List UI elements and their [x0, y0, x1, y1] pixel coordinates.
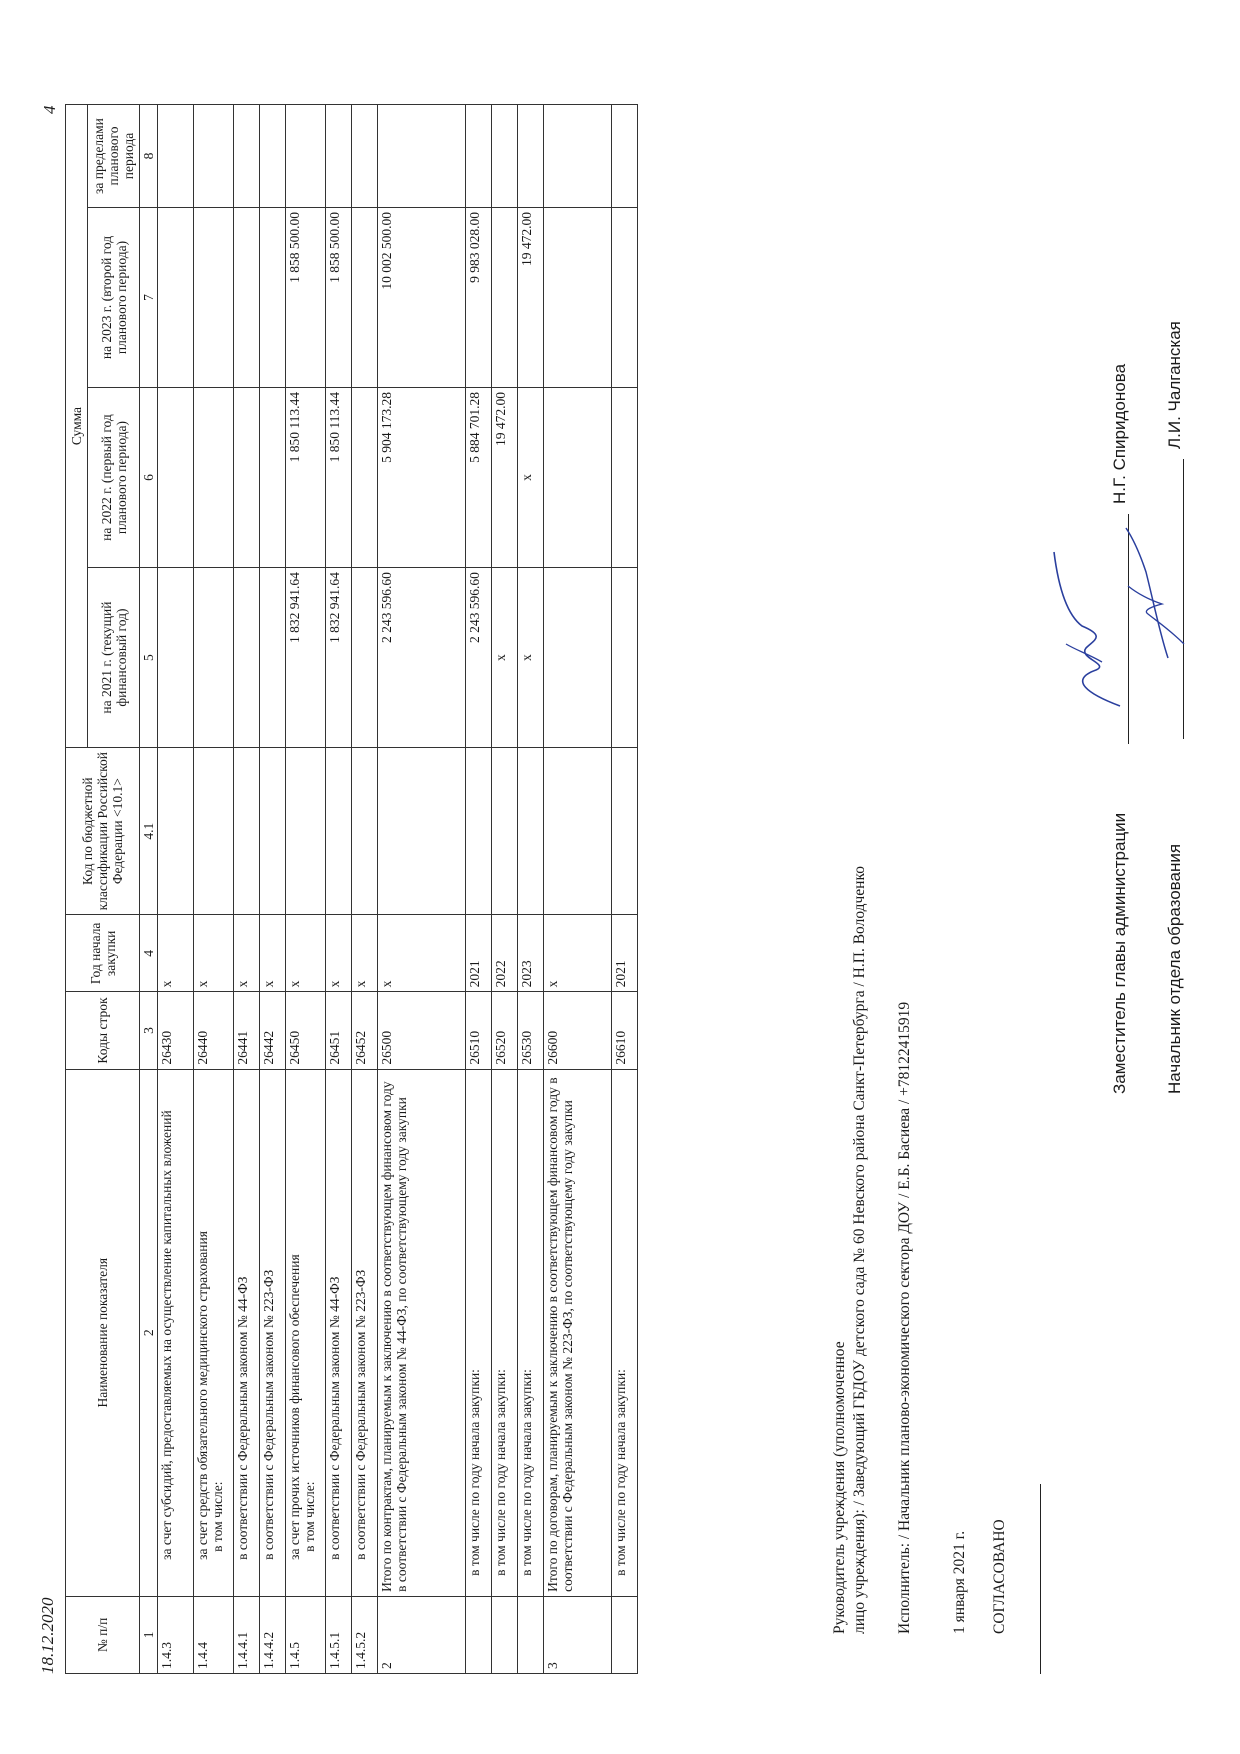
page-number: 4: [40, 105, 59, 114]
row-year: x: [352, 915, 378, 992]
row-kbk: [466, 748, 492, 915]
row-kbk: [260, 748, 286, 915]
colnum-cell: 8: [140, 105, 158, 208]
row-2023: [612, 208, 638, 388]
row-2022: [158, 388, 194, 568]
signatory-2-name: Л.И. Чалганская: [1165, 321, 1184, 449]
table-row: [612, 105, 638, 1674]
head-line-2: лицо учреждения): / Заведующий ГБДОУ детского сада № 60 Невского района Санкт-Петербурга / Н.П. Володченко: [851, 866, 868, 1634]
row-year: 2021: [466, 915, 492, 992]
row-2022: [234, 388, 260, 568]
row-name: за счет средств обязательного медицинского страхования: [195, 1231, 210, 1560]
row-2023: [194, 208, 234, 388]
row-year: x: [158, 915, 194, 992]
row-subtext: в том числе:: [302, 1481, 317, 1552]
row-year: x: [194, 915, 234, 992]
row-beyond: [194, 105, 234, 208]
row-beyond: [544, 105, 612, 208]
row-name: в соответствии с Федеральным законом № 44-ФЗ: [234, 1069, 260, 1596]
col-name-header: Наименование показателя: [66, 1069, 140, 1596]
head-of-institution: [830, 634, 870, 1634]
row-beyond: [352, 105, 378, 208]
row-beyond: [326, 105, 352, 208]
row-name-cell: [194, 1069, 234, 1596]
row-code: 26610: [612, 992, 638, 1069]
row-kbk: [544, 748, 612, 915]
row-2021: 1 832 941.64: [326, 568, 352, 748]
colnum-cell: 3: [140, 992, 158, 1069]
row-num: 2: [378, 1596, 466, 1673]
agreed-label: СОГЛАСОВАНО: [991, 1519, 1008, 1634]
row-num: [466, 1596, 492, 1673]
row-code: 26441: [234, 992, 260, 1069]
colnum-cell: 5: [140, 568, 158, 748]
signatory-1-title: Заместитель главы администрации: [1110, 812, 1129, 1094]
row-year: x: [378, 915, 466, 992]
row-kbk: [378, 748, 466, 915]
footer-date: 1 января 2021 г.: [951, 1530, 968, 1634]
row-2021: [612, 568, 638, 748]
row-year: 2023: [518, 915, 544, 992]
row-2021: [260, 568, 286, 748]
table-row: [544, 105, 612, 1674]
row-2023: 10 002 500.00: [378, 208, 466, 388]
row-2021: x: [492, 568, 518, 748]
table-row: [466, 105, 492, 1674]
row-code: 26520: [492, 992, 518, 1069]
row-2021: x: [518, 568, 544, 748]
row-beyond: [518, 105, 544, 208]
colnum-cell: 6: [140, 388, 158, 568]
colnum-cell: 4: [140, 915, 158, 992]
row-year: 2021: [612, 915, 638, 992]
row-code: 26530: [518, 992, 544, 1069]
row-year: x: [326, 915, 352, 992]
table-row: [518, 105, 544, 1674]
row-code: 26500: [378, 992, 466, 1069]
signatory-1-name: Н.Г. Спиридонова: [1110, 363, 1129, 504]
row-2022: 19 472.00: [492, 388, 518, 568]
row-year: x: [544, 915, 612, 992]
row-2023: [260, 208, 286, 388]
row-2023: 1 858 500.00: [286, 208, 326, 388]
row-code: 26510: [466, 992, 492, 1069]
row-name: за счет прочих источников финансового обеспечения: [287, 1254, 302, 1560]
row-code: 26450: [286, 992, 326, 1069]
row-kbk: [492, 748, 518, 915]
row-num: 1.4.5.2: [352, 1596, 378, 1673]
row-num: [492, 1596, 518, 1673]
row-2023: [158, 208, 194, 388]
row-name-cell: [286, 1069, 326, 1596]
row-2023: [492, 208, 518, 388]
table-row: [286, 105, 326, 1674]
row-2021: [234, 568, 260, 748]
col-year-header: Год начала закупки: [66, 915, 140, 992]
row-num: 1.4.5: [286, 1596, 326, 1673]
row-2021: 1 832 941.64: [286, 568, 326, 748]
colnum-cell: 7: [140, 208, 158, 388]
row-kbk: [518, 748, 544, 915]
row-beyond: [260, 105, 286, 208]
row-name: в соответствии с Федеральным законом № 223-ФЗ: [352, 1069, 378, 1596]
row-code: 26430: [158, 992, 194, 1069]
row-2022: 5 904 173.28: [378, 388, 466, 568]
row-subtext: в том числе:: [210, 1481, 225, 1552]
table-row: [378, 105, 466, 1674]
row-code: 26442: [260, 992, 286, 1069]
table-row: [492, 105, 518, 1674]
col-2022-header: на 2022 г. (первый год планового периода): [88, 388, 140, 568]
row-num: 3: [544, 1596, 612, 1673]
row-beyond: [286, 105, 326, 208]
table-row: [352, 105, 378, 1674]
row-2023: [352, 208, 378, 388]
row-2022: [194, 388, 234, 568]
signatory-2-title: Начальник отдела образования: [1165, 843, 1184, 1094]
table-row: [326, 105, 352, 1674]
table-row: [234, 105, 260, 1674]
row-name: в соответствии с Федеральным законом № 44-ФЗ: [326, 1069, 352, 1596]
row-name: в том числе по году начала закупки:: [492, 1069, 518, 1596]
col-2023-header: на 2023 г. (второй год планового периода): [88, 208, 140, 388]
row-year: x: [286, 915, 326, 992]
row-code: 26440: [194, 992, 234, 1069]
row-code: 26600: [544, 992, 612, 1069]
colnum-cell: 2: [140, 1069, 158, 1596]
row-beyond: [378, 105, 466, 208]
row-beyond: [158, 105, 194, 208]
row-2022: x: [518, 388, 544, 568]
row-year: x: [260, 915, 286, 992]
table-row: [158, 105, 194, 1674]
row-kbk: [286, 748, 326, 915]
signature-2-icon: [1110, 524, 1190, 664]
signature-2-scribble: [1110, 524, 1190, 664]
row-2023: 9 983 028.00: [466, 208, 492, 388]
col-kbk-header: Код по бюджетной классификации Российской Федерации <10.1>: [66, 748, 140, 915]
row-kbk: [234, 748, 260, 915]
row-2022: 5 884 701.28: [466, 388, 492, 568]
column-number-row: [140, 105, 158, 1674]
row-2021: [158, 568, 194, 748]
row-2022: [544, 388, 612, 568]
row-beyond: [492, 105, 518, 208]
row-kbk: [158, 748, 194, 915]
row-2021: 2 243 596.60: [378, 568, 466, 748]
row-beyond: [234, 105, 260, 208]
row-kbk: [352, 748, 378, 915]
row-code: 26451: [326, 992, 352, 1069]
row-name: в том числе по году начала закупки:: [518, 1069, 544, 1596]
col-sum-header: Сумма: [66, 105, 88, 748]
col-2021-header: на 2021 г. (текущий финансовый год): [88, 568, 140, 748]
row-beyond: [466, 105, 492, 208]
row-name: за счет субсидий, предоставляемых на осуществление капитальных вложений: [158, 1069, 194, 1596]
row-num: [612, 1596, 638, 1673]
agreed-signature-line: [1040, 1484, 1041, 1674]
row-2023: [544, 208, 612, 388]
row-kbk: [326, 748, 352, 915]
row-kbk: [194, 748, 234, 915]
row-name: Итого по контрактам, планируемым к заключению в соответствующем финансовом году в соответствии с Федеральным законом № 44-ФЗ, по соответствующему году закупки: [378, 1069, 466, 1596]
col-num-header: № п/п: [66, 1596, 140, 1673]
row-year: 2022: [492, 915, 518, 992]
col-beyond-header: за пределами планового периода: [88, 105, 140, 208]
row-2022: [260, 388, 286, 568]
row-num: 1.4.5.1: [326, 1596, 352, 1673]
row-2023: [234, 208, 260, 388]
procurement-table: [65, 104, 638, 1674]
row-beyond: [612, 105, 638, 208]
row-2021: 2 243 596.60: [466, 568, 492, 748]
row-2021: [544, 568, 612, 748]
row-2022: [612, 388, 638, 568]
row-2022: 1 850 113.44: [326, 388, 352, 568]
table-header-row: [66, 105, 88, 1674]
row-num: 1.4.3: [158, 1596, 194, 1673]
row-2021: [352, 568, 378, 748]
row-name: в том числе по году начала закупки:: [466, 1069, 492, 1596]
row-name: в соответствии с Федеральным законом № 223-ФЗ: [260, 1069, 286, 1596]
table-row: [194, 105, 234, 1674]
row-name: в том числе по году начала закупки:: [612, 1069, 638, 1596]
row-2022: 1 850 113.44: [286, 388, 326, 568]
row-kbk: [612, 748, 638, 915]
colnum-cell: 4.1: [140, 748, 158, 915]
row-num: 1.4.4.2: [260, 1596, 286, 1673]
row-num: 1.4.4.1: [234, 1596, 260, 1673]
document-date: 18.12.2020: [38, 1597, 57, 1674]
row-2021: [194, 568, 234, 748]
row-num: 1.4.4: [194, 1596, 234, 1673]
row-year: x: [234, 915, 260, 992]
executor-line: Исполнитель: / Начальник планово-экономического сектора ДОУ / Е.Б. Басиева / +78122415919: [896, 1001, 913, 1634]
row-num: [518, 1596, 544, 1673]
row-name: Итого по договорам, планируемым к заключению в соответствующем финансовом году в соответствии с Федеральным законом № 223-ФЗ, по соответствующему году закупки: [544, 1069, 612, 1596]
row-2023: 19 472.00: [518, 208, 544, 388]
colnum-cell: 1: [140, 1596, 158, 1673]
row-code: 26452: [352, 992, 378, 1069]
row-2022: [352, 388, 378, 568]
table-row: [260, 105, 286, 1674]
col-code-header: Коды строк: [66, 992, 140, 1069]
head-line-1: Руководитель учреждения (уполномоченное: [831, 1341, 848, 1634]
row-2023: 1 858 500.00: [326, 208, 352, 388]
